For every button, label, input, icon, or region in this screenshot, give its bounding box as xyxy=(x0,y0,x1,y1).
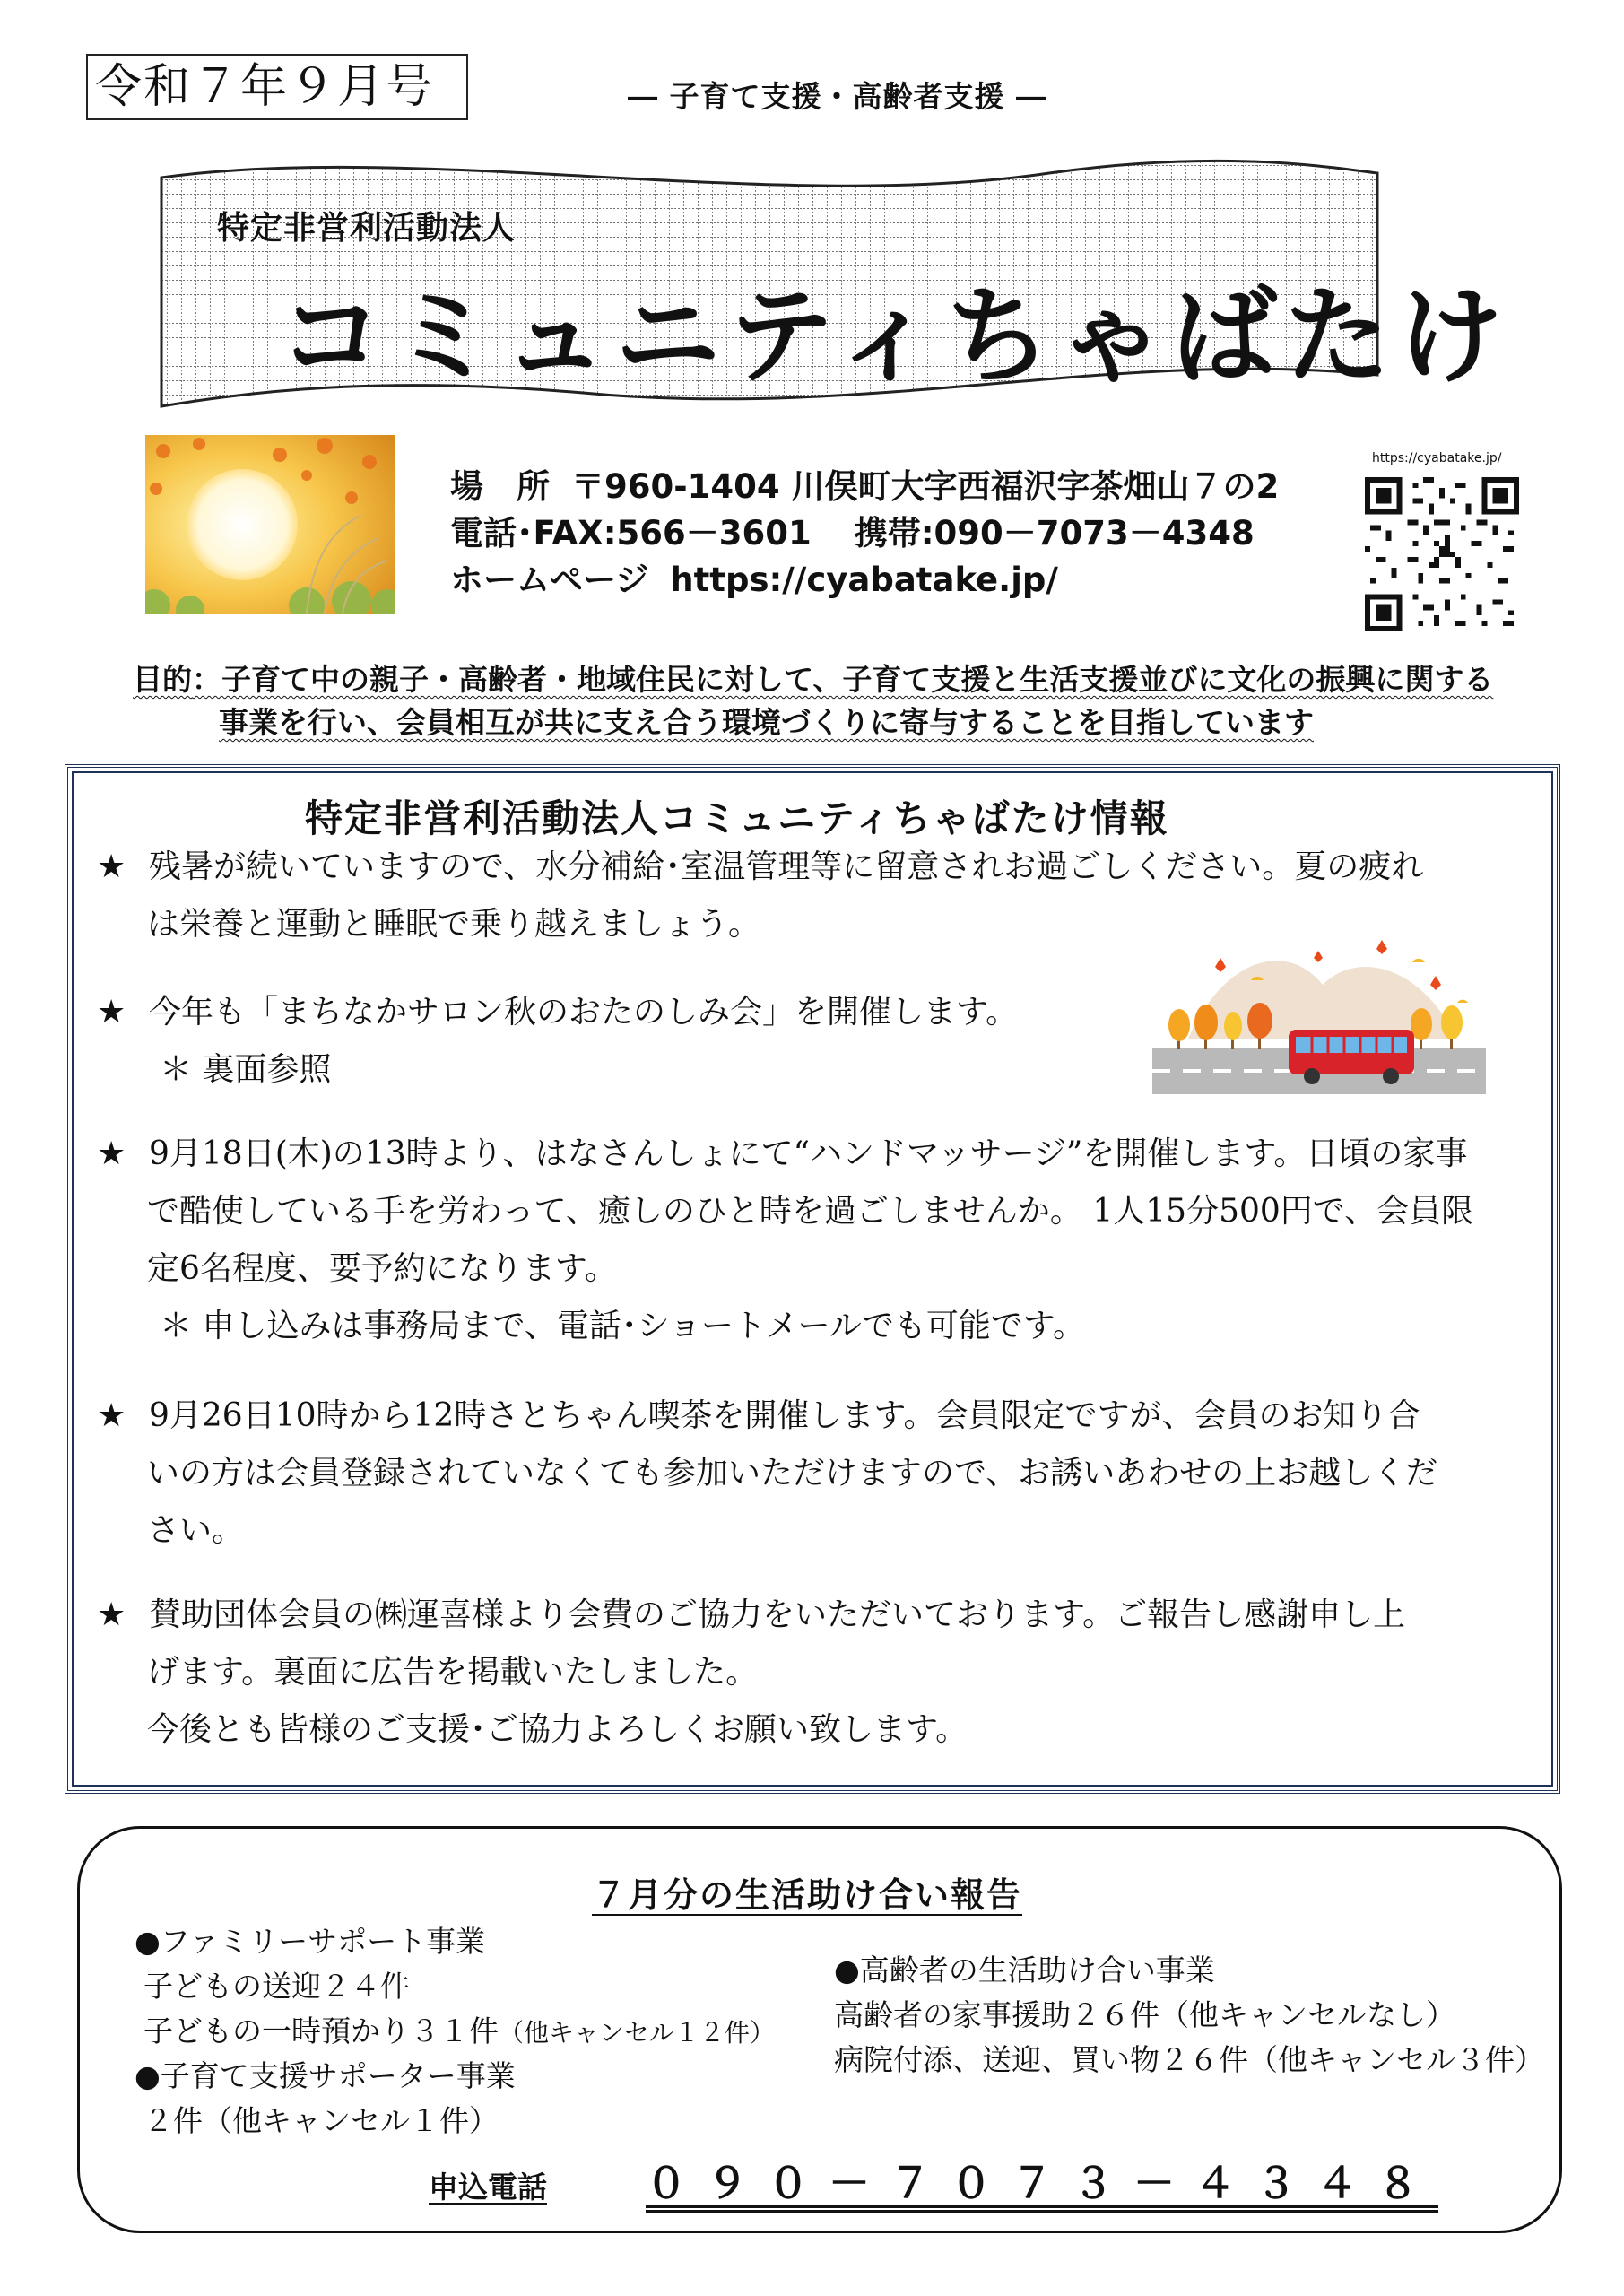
homepage-label: ホームページ xyxy=(450,561,649,599)
report-left-column xyxy=(135,1919,775,2144)
news-text: 9月18日(木)の13時より、はなさんしょにて“ハンドマッサージ”を開催します。日頃の家事 xyxy=(149,1135,1468,1172)
address-label: 場 所 xyxy=(450,467,550,506)
news-text: 定6名程度、要予約になります。 xyxy=(147,1250,618,1287)
news-text: 9月26日10時から12時さとちゃん喫茶を開催します。会員限定ですが、会員のお知り合 xyxy=(149,1397,1420,1434)
autumn-bus-image xyxy=(1152,931,1486,1094)
news-item-sponsor xyxy=(97,1587,1405,1760)
star-icon: ★ xyxy=(97,1135,126,1172)
address: 〒960-1404 川俣町大字西福沢字茶畑山７の2 xyxy=(571,467,1280,506)
news-text: さい。 xyxy=(147,1512,245,1549)
family-support-heading: ●ファミリーサポート事業 xyxy=(135,1924,486,1959)
org-name: コミュニティちゃばたけ xyxy=(278,274,1511,398)
family-care-note: （他キャンセル１２件） xyxy=(499,2018,776,2048)
phone-label: 申込電話 xyxy=(429,2170,547,2205)
star-icon: ★ xyxy=(97,1397,126,1434)
application-phone xyxy=(429,2151,1438,2210)
news-text: 残暑が続いていますので、水分補給･室温管理等に留意されお過ごしください。夏の疲れ xyxy=(149,848,1424,885)
star-icon: ★ xyxy=(97,848,126,885)
news-item-cafe xyxy=(97,1388,1437,1561)
qr-code-icon[interactable] xyxy=(1365,477,1519,631)
news-text: は栄養と運動と睡眠で乗り越えましょう。 xyxy=(147,906,761,943)
address-line xyxy=(450,465,1279,511)
news-item-salon xyxy=(97,985,1018,1100)
purpose-text-2: 事業を行い、会員相互が共に支え合う環境づくりに寄与することを目指しています xyxy=(219,705,1314,740)
phone-fax: 電話･FAX:566－3601 xyxy=(450,514,812,552)
news-note: ＊ 裏面参照 xyxy=(160,1051,332,1088)
issue-label: 令和７年９月号 xyxy=(86,54,468,120)
news-text: 今後とも皆様のご支援･ご協力よろしくお願い致します。 xyxy=(147,1711,968,1748)
supporter-heading: ●子育て支援サポーター事業 xyxy=(135,2058,516,2093)
supporter-count: ２件（他キャンセル１件） xyxy=(143,2103,499,2138)
mobile-phone: 携帯:090－7073－4348 xyxy=(854,514,1255,552)
report-right-column xyxy=(834,1948,1544,2083)
phone-number[interactable]: ０９０－７０７３－４３４８ xyxy=(646,2159,1438,2207)
family-care-row xyxy=(135,2009,775,2054)
title-banner xyxy=(152,151,1511,422)
report-title: ７月分の生活助け合い報告 xyxy=(592,1875,1023,1915)
news-text: いの方は会員登録されていなくても参加いただけますので、お誘いあわせの上お越しくだ xyxy=(147,1455,1438,1492)
elder-hospital: 病院付添、送迎、買い物２６件（他キャンセル３件） xyxy=(834,2042,1544,2077)
news-text: 賛助団体会員の㈱運喜様より会費のご協力をいただいております。ご報告し感謝申し上 xyxy=(149,1596,1406,1633)
star-icon: ★ xyxy=(97,1596,126,1633)
qr-caption: https://cyabatake.jp/ xyxy=(1372,451,1502,465)
purpose-line-1 xyxy=(133,659,1550,702)
family-care: 子どもの一時預かり３１件 xyxy=(143,2013,499,2048)
homepage-line xyxy=(450,558,1279,604)
news-note: ＊ 申し込みは事務局まで、電話･ショートメールでも可能です。 xyxy=(160,1308,1086,1344)
family-pickup: 子どもの送迎２４件 xyxy=(143,1969,410,2004)
homepage-link[interactable]: https://cyabatake.jp/ xyxy=(670,561,1058,599)
contact-info xyxy=(450,465,1279,604)
org-type: 特定非営利活動法人 xyxy=(217,210,517,247)
news-text: 今年も「まちなかサロン秋のおたのしみ会」を開催します。 xyxy=(149,994,1019,1031)
news-title: 特定非営利活動法人コミュニティちゃばたけ情報 xyxy=(305,796,1169,840)
news-text: で酷使している手を労わって、癒しのひと時を過ごしませんか。 1人15分500円で、会員限 xyxy=(147,1193,1474,1230)
phone-line xyxy=(450,511,1279,558)
purpose-statement xyxy=(133,659,1550,745)
news-text: げます。裏面に広告を掲載いたしました。 xyxy=(147,1654,759,1691)
news-item-hand-massage xyxy=(97,1126,1473,1356)
elder-housework: 高齢者の家事援助２６件（他キャンセルなし） xyxy=(834,1997,1455,2032)
star-icon: ★ xyxy=(97,994,126,1031)
purpose-label: 目的 xyxy=(133,662,192,697)
autumn-moon-image xyxy=(145,435,395,614)
purpose-text-1: ：子育て中の親子・高齢者・地域住民に対して、子育て支援と生活支援並びに文化の振興に関する xyxy=(192,662,1494,697)
elder-support-heading: ●高齢者の生活助け合い事業 xyxy=(834,1952,1215,1987)
purpose-line-2 xyxy=(133,702,1550,745)
newsletter-subtitle: ― 子育て支援・高齢者支援 ― xyxy=(628,79,1046,114)
